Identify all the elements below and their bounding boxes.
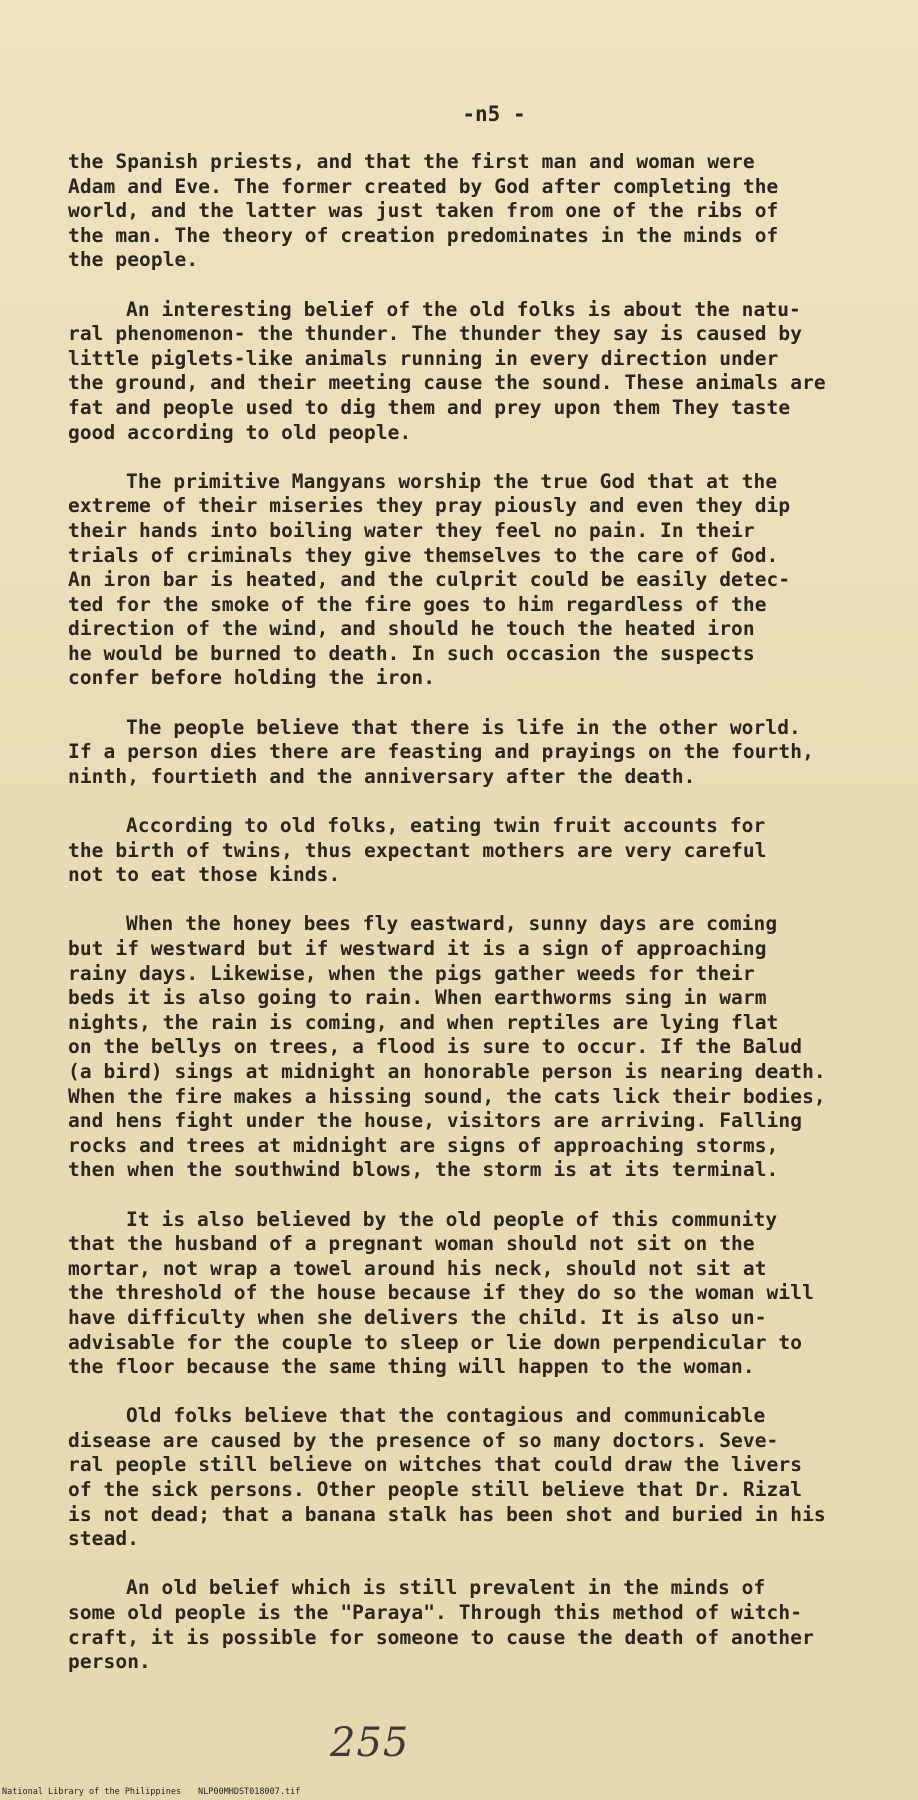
text-line: ral people still believe on witches that could draw the livers [68,1453,803,1477]
text-line: If a person dies there are feasting and prayings on the fourth, [68,740,814,764]
text-line: have difficulty when she delivers the child. It is also un- [68,1305,767,1329]
text-line: An interesting belief of the old folks is about the natu- [126,297,801,321]
text-line: nights, the rain is coming, and when reptiles are lying flat [68,1010,779,1034]
text-line: direction of the wind, and should he touch the heated iron [68,617,755,641]
text-line: confer before holding the iron. [68,666,436,690]
paragraph [68,1208,868,1380]
text-line: on the bellys on trees, a flood is sure to occur. If the Balud [68,1035,803,1059]
text-line: ral phenomenon- the thunder. The thunder they say is caused by [68,322,803,346]
text-line: the birth of twins, thus expectant mothers are very careful [68,838,767,862]
text-line: stead. [68,1527,140,1551]
text-line: According to old folks, eating twin fruit accounts for [126,814,766,838]
text-line: ted for the smoke of the fire goes to him regardless of the [68,592,767,616]
text-line: little piglets-like animals running in every direction under [68,346,779,370]
text-line: Adam and Eve. The former created by God after completing the [68,174,779,198]
paragraph [68,814,868,888]
text-line: person. [68,1650,151,1674]
text-line: An old belief which is still prevalent in the minds of [126,1576,766,1600]
text-line: the ground, and their meeting cause the sound. These animals are [68,371,826,395]
text-line: but if westward but if westward it is a sign of approaching [68,937,767,960]
text-line: ninth, fourtieth and the anniversary after the death. [68,764,696,788]
text-line: their hands into boiling water they feel no pain. In their [68,518,755,542]
paragraph [68,1404,868,1552]
document-body [68,150,868,1699]
text-line: the Spanish priests, and that the first man and woman were [68,150,755,173]
paragraph [68,470,868,691]
paragraph [68,912,868,1183]
text-line: trials of criminals they give themselves to the care of God. [68,543,779,567]
handwritten-page-number: 255 [330,1720,410,1766]
text-line: (a bird) sings at midnight an honorable person is nearing death. [68,1059,826,1083]
text-line: When the fire makes a hissing sound, the cats lick their bodies, [68,1084,826,1108]
text-line: is not dead; that a banana stalk has been shot and buried in his [68,1502,826,1526]
text-line: An iron bar is heated, and the culprit could be easily detec- [68,568,791,592]
text-line: The people believe that there is life in the other world. [126,715,801,739]
paragraph [68,150,868,273]
text-line: disease are caused by the presence of so many doctors. Seve- [68,1428,779,1452]
text-line: that the husband of a pregnant woman should not sit on the [68,1232,755,1256]
text-line: the man. The theory of creation predominates in the minds of [68,223,779,247]
text-line: beds it is also going to rain. When earthworms sing in warm [68,986,767,1010]
text-line: rocks and trees at midnight are signs of approaching storms, [68,1133,779,1157]
text-line: The primitive Mangyans worship the true God that at the [126,469,778,493]
text-line: extreme of their miseries they pray piously and even they dip [68,494,791,518]
text-line: Old folks believe that the contagious and communicable [126,1404,766,1428]
page-number: -n5 - [462,102,526,126]
text-line: When the honey bees fly eastward, sunny days are coming [126,912,778,936]
text-line: the floor because the same thing will happen to the woman. [68,1355,755,1379]
text-line: some old people is the "Paraya". Through this method of witch- [68,1601,803,1625]
text-line: good according to old people. [68,420,412,444]
text-line: world, and the latter was just taken from one of the ribs of [68,199,779,223]
text-line: advisable for the couple to sleep or lie down perpendicular to [68,1330,803,1354]
text-line: of the sick persons. Other people still believe that Dr. Rizal [68,1478,803,1502]
text-line: the threshold of the house because if they do so the woman will [68,1281,814,1305]
paragraph [68,1576,868,1674]
footer-file-name: NLP00MHDST018007.tif [198,1787,301,1797]
text-line: and hens fight under the house, visitors are arriving. Falling [68,1109,803,1133]
text-line: not to eat those kinds. [68,863,341,887]
paragraph [68,298,868,446]
text-line: rainy days. Likewise, when the pigs gather weeds for their [68,961,755,985]
text-line: he would be burned to death. In such occasion the suspects [68,641,755,665]
text-line: the people. [68,248,199,272]
text-line: fat and people used to dig them and prey upon them They taste [68,395,791,419]
text-line: It is also believed by the old people of this community [126,1207,778,1231]
text-line: craft, it is possible for someone to cause the death of another [68,1625,814,1649]
text-line: mortar, not wrap a towel around his neck, should not sit at [68,1256,767,1280]
paragraph [68,716,868,790]
footer-archive-name: National Library of the Philippines [2,1787,182,1797]
text-line: then when the southwind blows, the storm is at its terminal. [68,1158,779,1182]
